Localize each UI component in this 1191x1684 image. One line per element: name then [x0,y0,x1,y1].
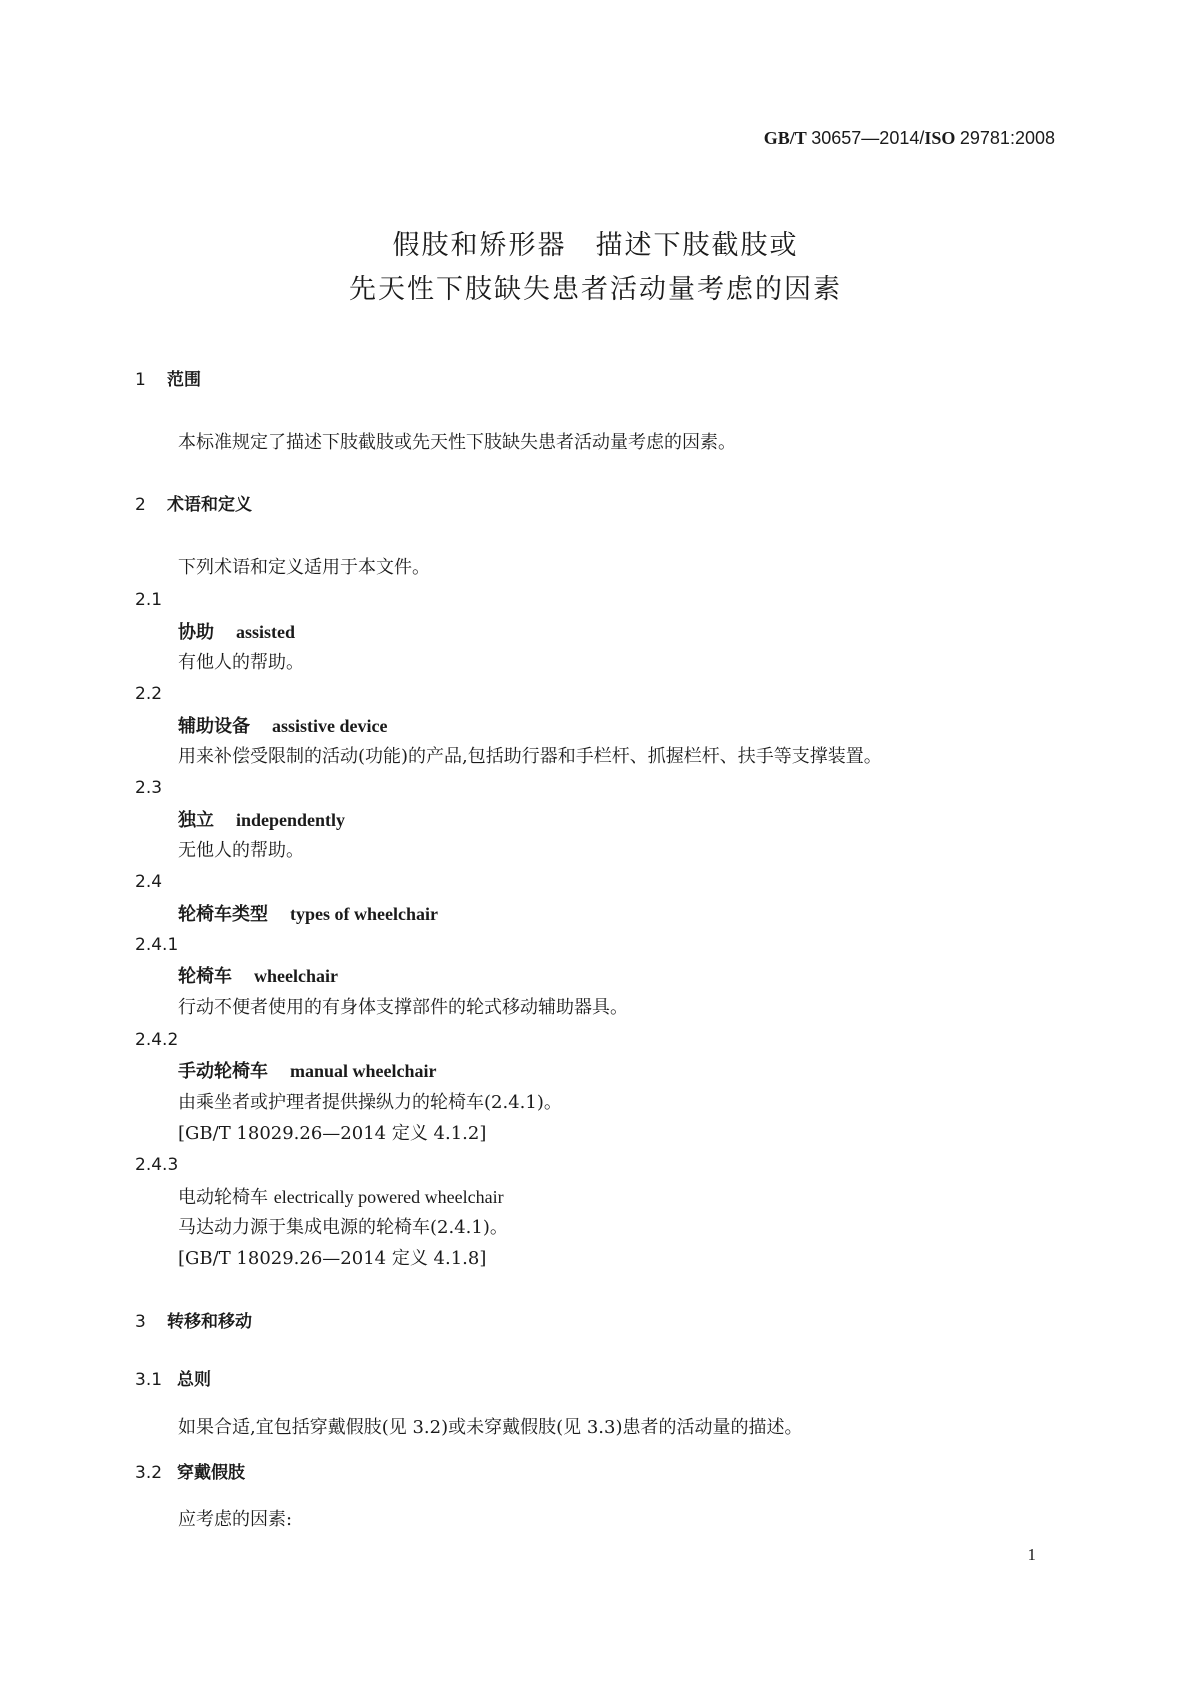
term-reference: [GB/T 18029.26—2014 定义 4.1.2] [178,1123,487,1144]
term-title: 辅助设备 assistive device [178,716,388,737]
term-title: 协助 assisted [178,622,296,643]
term-definition: 由乘坐者或护理者提供操纵力的轮椅车(2.4.1)。 [178,1092,562,1113]
term-definition: 有他人的帮助。 [178,652,304,673]
term-definition: 用来补偿受限制的活动(功能)的产品,包括助行器和手栏杆、抓握栏杆、扶手等支撑装置。 [178,746,882,767]
section-1-text: 本标准规定了描述下肢截肢或先天性下肢缺失患者活动量考虑的因素。 [178,432,736,453]
term-number: 2.1 [135,590,163,610]
term-number: 2.4 [135,872,163,892]
section-3-1-text: 如果合适,宜包括穿戴假肢(见 3.2)或未穿戴假肢(见 3.3)患者的活动量的描述。 [178,1417,803,1438]
section-3-1-heading: 3.1 总则 [135,1370,211,1390]
term-definition: 无他人的帮助。 [178,840,304,861]
title-line-2: 先天性下肢缺失患者活动量考虑的因素 [349,274,842,305]
term-title: 轮椅车类型 types of wheelchair [178,904,438,925]
term-number: 2.3 [135,778,163,798]
section-2-text: 下列术语和定义适用于本文件。 [178,557,430,578]
document-code: GB/T 30657—2014/ISO 29781:2008 [763,128,1055,148]
section-3-2-heading: 3.2 穿戴假肢 [135,1463,245,1483]
term-title: 电动轮椅车 electrically powered wheelchair [178,1187,504,1208]
term-number: 2.4.3 [135,1155,179,1175]
term-title: 轮椅车 wheelchair [178,966,338,987]
section-2-heading: 2 术语和定义 [135,495,252,515]
term-number: 2.4.1 [135,935,179,955]
page-number: 1 [1027,1545,1036,1564]
term-definition: 马达动力源于集成电源的轮椅车(2.4.1)。 [178,1217,508,1238]
term-number: 2.4.2 [135,1030,179,1050]
term-title: 独立 independently [178,810,346,831]
title-line-1: 假肢和矫形器 描述下肢截肢或 [392,230,799,261]
section-3-2-text: 应考虑的因素: [178,1509,293,1530]
term-reference: [GB/T 18029.26—2014 定义 4.1.8] [178,1248,487,1269]
term-definition: 行动不便者使用的有身体支撑部件的轮式移动辅助器具。 [178,997,628,1018]
term-number: 2.2 [135,684,163,704]
term-title: 手动轮椅车 manual wheelchair [178,1061,437,1082]
section-1-heading: 1 范围 [135,370,201,390]
section-3-heading: 3 转移和移动 [135,1312,252,1332]
